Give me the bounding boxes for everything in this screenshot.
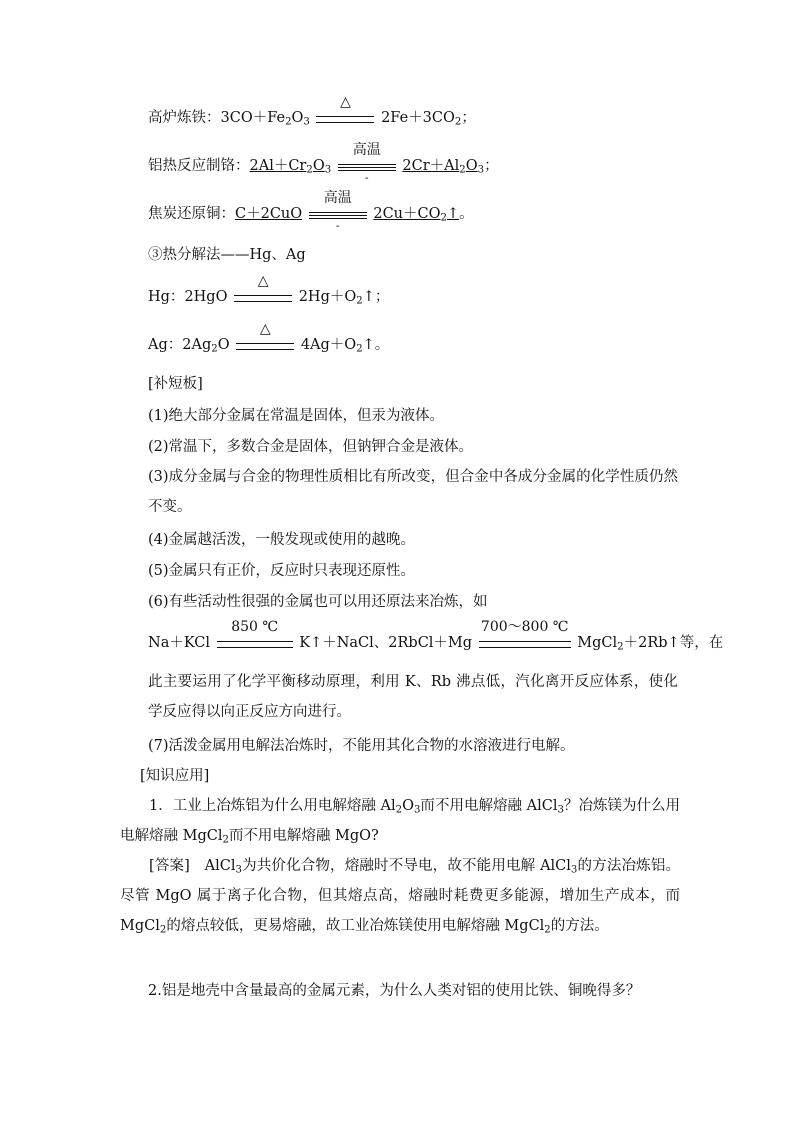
reaction-arrow-heat: △ <box>234 287 292 307</box>
underlined-reactants: $2Al+Cr_2O_3$ <box>249 158 332 176</box>
reaction-arrow-temp-700-800: 700～800 ℃ <box>479 633 571 653</box>
reaction-arrow-heat: △ <box>316 108 374 128</box>
equation-coke-copper: 焦炭还原铜：C＋2CuO 高温 - $2Cu+CO_2↑$。 <box>148 190 474 232</box>
equation-hgo: Hg：2HgO △ $2Hg+O_2↑$； <box>148 273 390 307</box>
question-1: 1．工业上冶炼铝为什么用电解熔融 $Al_2O_3$而不用电解熔融 AlCl$_3$？冶炼镁为什么用电解熔融 MgCl$_2$而不用电解熔融 MgO? <box>120 798 681 846</box>
supplement-point-3: (3)成分金属与合金的物理性质相比有所改变，但合金中各成分金属的化学性质仍然不变。 <box>148 469 678 515</box>
equation-ag2o: Ag：$2Ag_2O$ △ $4Ag+O_2↑$。 <box>148 321 390 355</box>
equation-blast-furnace: 高炉炼铁：$3CO+Fe_2O_3$ △ $2Fe+3CO_2$； <box>148 94 476 128</box>
equation-thermite: 铝热反应制铬：$2Al+Cr_2O_3$ 高温 - $2Cr+Al_2O_3$； <box>148 142 499 184</box>
supplement-point-4: (4)金属越活泼，一般发现或使用的越晚。 <box>148 532 416 548</box>
reaction-arrow-temp-850: 850 ℃ <box>217 633 293 653</box>
heading-thermal-decomposition: ③热分解法——Hg、Ag <box>148 247 306 263</box>
supplement-point-6-explanation: 此主要运用了化学平衡移动原理，利用 K、Rb 沸点低，汽化离开反应体系，使化学反应得以向正反应方向进行。 <box>148 674 678 720</box>
answer-tag: [答案] <box>149 858 190 874</box>
reaction-arrow-high-temp: 高温 - <box>338 156 396 176</box>
supplement-point-1: (1)绝大部分金属在常温是固体，但汞为液体。 <box>148 408 445 424</box>
supplement-point-6: (6)有些活动性很强的金属也可以用还原法来冶炼，如 <box>148 594 488 610</box>
equation-alkali-reduction: Na＋KCl 850 ℃ K↑＋NaCl、2RbCl＋Mg 700～800 ℃ MgCl$_2$＋2Rb↑等，在 <box>148 619 724 653</box>
supplement-point-7: (7)活泼金属用电解法冶炼时，不能用其化合物的水溶液进行电解。 <box>148 738 575 754</box>
section-supplement-title: [补短板] <box>148 376 203 392</box>
reaction-arrow-heat: △ <box>236 335 294 355</box>
underlined-products: $2Cr+Al_2O_3$ <box>402 158 485 176</box>
question-2: 2.铝是地壳中含量最高的金属元素，为什么人类对铝的使用比铁、铜晚得多？ <box>148 983 641 999</box>
section-application-title: [知识应用] <box>140 768 210 784</box>
supplement-point-5: (5)金属只有正价，反应时只表现还原性。 <box>148 563 416 579</box>
supplement-point-2: (2)常温下，多数合金是固体，但钠钾合金是液体。 <box>148 439 474 455</box>
reaction-arrow-high-temp: 高温 - <box>309 204 367 224</box>
answer-1: [答案] AlCl$_3$为共价化合物，熔融时不导电，故不能用电解 AlCl$_3$的方法冶炼铝。尽管 MgO 属于离子化合物，但其熔点高，熔融时耗费更多能源，增加生产成本，而 MgCl$_2$的熔点较低，更易熔融，故工业冶炼镁使用电解熔融 MgCl$_2$的方法。 <box>120 858 681 936</box>
